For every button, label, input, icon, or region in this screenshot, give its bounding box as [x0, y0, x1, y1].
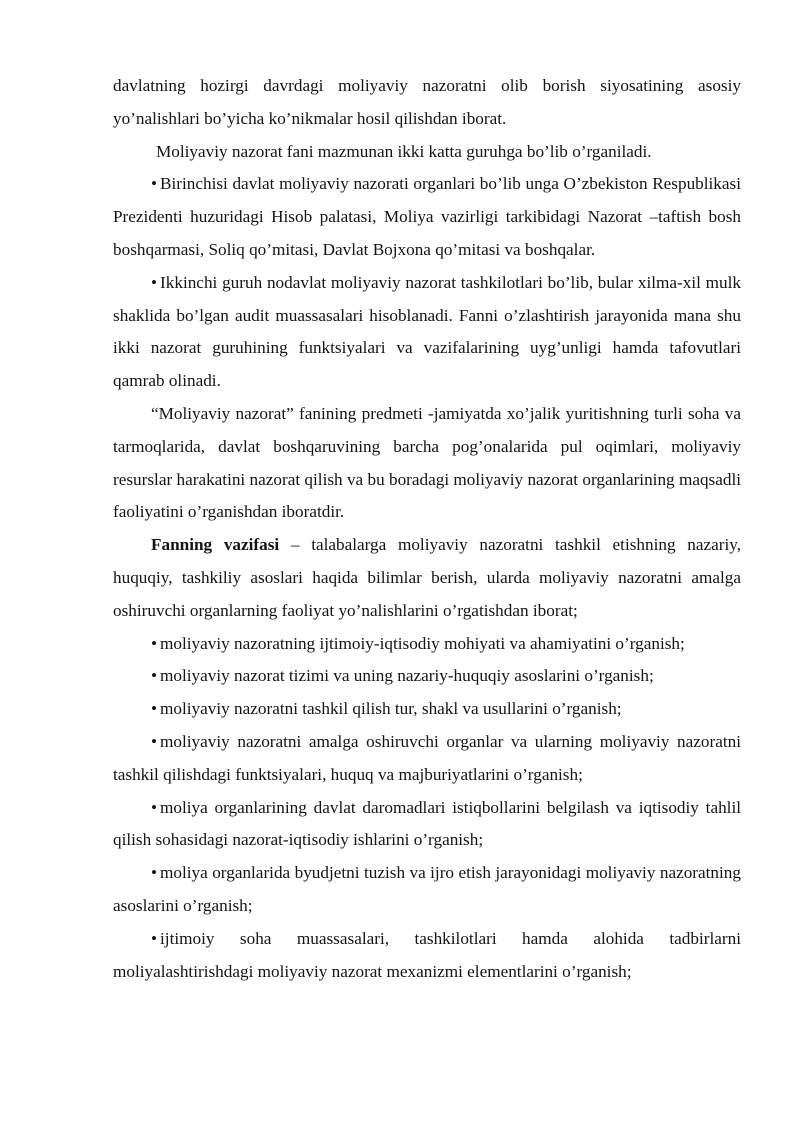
bullet-icon: •	[151, 731, 158, 751]
task-list-item: • moliyaviy nazorat tizimi va uning nazariy-huquqiy asoslarini o’rganish;	[113, 660, 741, 693]
bullet-icon: •	[151, 863, 158, 883]
bullet-icon: •	[151, 272, 158, 292]
paragraph-tasks: Fanning vazifasi – talabalarga moliyaviy nazoratni tashkil etishning nazariy, huquqiy, tashkiliy asoslari haqida bilimlar berish, ularda moliyaviy nazoratni amalga oshiruvchi organlarning faoliyat yo’nalishlarini o’rgatishdan iborat;	[113, 535, 742, 620]
bullet-icon: •	[151, 699, 158, 719]
document-page	[113, 70, 741, 988]
task-list-item: • moliya organlarida byudjetni tuzish va ijro etish jarayonidagi moliyaviy nazoratning asoslarini o’rganish;	[113, 857, 741, 923]
bullet-icon: •	[151, 928, 158, 948]
task-list-item: • moliyaviy nazoratni tashkil qilish tur, shakl va usullarini o’rganish;	[113, 693, 741, 726]
bullet-icon: •	[151, 174, 158, 194]
task-list-item: • moliyaviy nazoratning ijtimoiy-iqtisodiy mohiyati va ahamiyatini o’rganish;	[113, 628, 741, 661]
bullet-paragraph-second-group: • Ikkinchi guruh nodavlat moliyaviy nazorat tashkilotlari bo’lib, bular xilma-xil mulk shaklida bo’lgan audit muassasalari hisoblanadi. Fanni o’zlashtirish jarayonida mana shu ikki nazorat guruhining funktsiyalari va vazifalarining uyg’unligi hamda tafovutlari qamrab olinadi.	[113, 267, 741, 398]
task-list-item: • moliya organlarining davlat daromadlari istiqbollarini belgilash va iqtisodiy tahlil qilish sohasidagi nazorat-iqtisodiy ishlarini o’rganish;	[113, 792, 741, 858]
paragraph-groups-intro: Moliyaviy nazorat fani mazmunan ikki katta guruhga bo’lib o’rganiladi.	[156, 141, 652, 161]
task-list-item: • ijtimoiy soha muassasalari, tashkilotlari hamda alohida tadbirlarni moliyalashtirishdagi moliyaviy nazorat mexanizmi elementlarini o’rganish;	[113, 923, 741, 989]
paragraph-intro-continuation: davlatning hozirgi davrdagi moliyaviy nazoratni olib borish siyosatining asosiy yo’nalishlari bo’yicha ko’nikmalar hosil qilishdan iborat.	[113, 76, 741, 128]
task-list-item: • moliyaviy nazoratni amalga oshiruvchi organlar va ularning moliyaviy nazoratni tashkil qilishdagi funktsiyalari, huquq va majburiyatlarini o’rganish;	[113, 726, 741, 792]
bullet-paragraph-first-group: • Birinchisi davlat moliyaviy nazorati organlari bo’lib unga O’zbekiston Respublikasi Prezidenti huzuridagi Hisob palatasi, Moliya vazirligi tarkibidagi Nazorat –taftish bosh boshqarmasi, Soliq qo’mitasi, Davlat Bojxona qo’mitasi va boshqalar.	[113, 168, 741, 266]
bullet-icon: •	[151, 633, 158, 653]
tasks-heading: Fanning vazifasi	[151, 535, 280, 555]
bullet-icon: •	[151, 666, 158, 686]
paragraph-subject: “Moliyaviy nazorat” fanining predmeti -jamiyatda xo’jalik yuritishning turli soha va tarmoqlarida, davlat boshqaruvining barcha pog’onalarida pul oqimlari, moliyaviy resurslar harakatini nazorat qilish va bu boradagi moliyaviy nazorat organlarining maqsadli faoliyatini o’rganishdan iboratdir.	[113, 403, 741, 522]
bullet-icon: •	[151, 797, 158, 817]
